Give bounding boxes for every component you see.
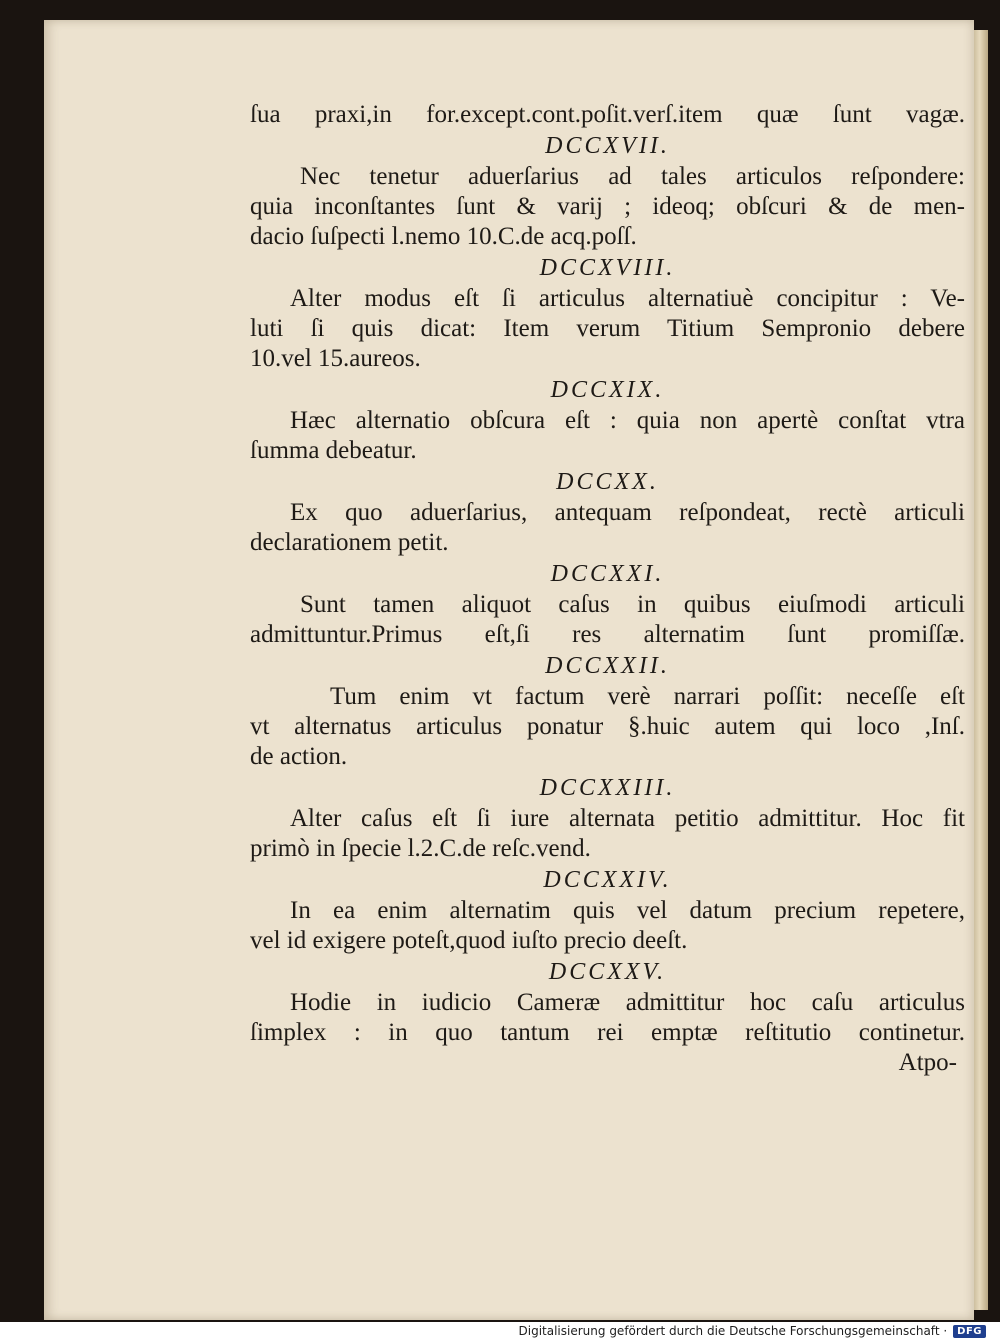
section-number: DCCXVII. bbox=[545, 133, 670, 159]
page-edge bbox=[974, 30, 988, 1310]
text-line: quia inconſtantes ſunt & varij ; ideoq; obſcuri & de men- bbox=[250, 193, 965, 220]
section-number: DCCXX. bbox=[556, 469, 659, 495]
text-line: ſumma debeatur. bbox=[250, 437, 417, 464]
section-number: DCCXXV. bbox=[548, 959, 667, 985]
text-line: Alter caſus eſt ſi iure alternata petitio admittitur. Hoc fit bbox=[290, 805, 965, 832]
dfg-logo: DFG bbox=[953, 1325, 986, 1338]
text-line: 10.vel 15.aureos. bbox=[250, 345, 421, 372]
page-text bbox=[250, 100, 965, 1078]
text-line: de action. bbox=[250, 743, 348, 770]
digitization-footer bbox=[519, 1322, 986, 1340]
catchword: Atpo- bbox=[898, 1049, 957, 1076]
section-number: DCCXVIII. bbox=[539, 255, 676, 281]
text-line: Hodie in iudicio Cameræ admittitur hoc caſu articulus bbox=[290, 989, 965, 1016]
text-line: vt alternatus articulus ponatur §.huic autem qui loco ,Inſ. bbox=[250, 713, 965, 740]
text-line: luti ſi quis dicat: Item verum Titium Sempronio debere bbox=[250, 315, 965, 342]
footer-text: Digitalisierung gefördert durch die Deutsche Forschungsgemeinschaft · bbox=[518, 1324, 948, 1338]
text-line: In ea enim alternatim quis vel datum precium repetere, bbox=[290, 897, 965, 924]
text-line: Hæc alternatio obſcura eſt : quia non apertè conſtat vtra bbox=[290, 407, 965, 434]
text-line: dacio ſuſpecti l.nemo 10.C.de acq.poſſ. bbox=[250, 223, 637, 250]
section-number: DCCXXIV. bbox=[543, 867, 672, 893]
text-line: ſimplex : in quo tantum rei emptæ reſtitutio continetur. bbox=[250, 1019, 965, 1046]
text-line: primò in ſpecie l.2.C.de reſc.vend. bbox=[250, 835, 591, 862]
text-line: Nec tenetur aduerſarius ad tales articulos reſpondere: bbox=[300, 163, 965, 190]
section-number: DCCXXII. bbox=[545, 653, 670, 679]
text-line: Sunt tamen aliquot caſus in quibus eiuſmodi articuli bbox=[300, 591, 965, 618]
text-line: ſua praxi,in for.except.cont.poſit.verſ.item quæ ſunt vagæ. bbox=[250, 101, 965, 128]
section-number: DCCXXI. bbox=[550, 561, 665, 587]
text-line: Ex quo aduerſarius, antequam reſpondeat, rectè articuli bbox=[290, 499, 965, 526]
text-line: Alter modus eſt ſi articulus alternatiuè concipitur : Ve- bbox=[290, 285, 965, 312]
text-line: Tum enim vt factum verè narrari poſſit: neceſſe eſt bbox=[330, 683, 965, 710]
text-line: vel id exigere poteſt,quod iuſto precio deeſt. bbox=[250, 927, 688, 954]
text-line: admittuntur.Primus eſt,ſi res alternatim ſunt promiſſæ. bbox=[250, 621, 965, 648]
text-line: declarationem petit. bbox=[250, 529, 449, 556]
section-number: DCCXXIII. bbox=[539, 775, 676, 801]
section-number: DCCXIX. bbox=[550, 377, 665, 403]
